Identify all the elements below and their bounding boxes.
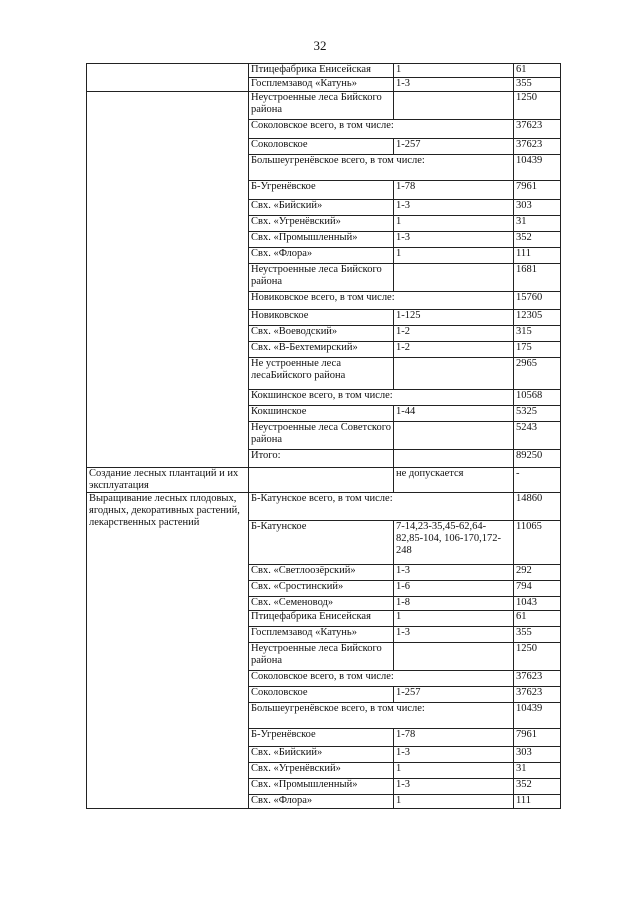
- area-cell: 61: [514, 611, 561, 627]
- area-cell: 2965: [514, 358, 561, 390]
- quarter-numbers-cell: 1-257: [394, 687, 514, 703]
- forestry-name-cell: Птицефабрика Енисейская: [249, 611, 394, 627]
- forestry-name-cell: Свх. «Семеновод»: [249, 597, 394, 611]
- quarter-numbers-cell: 1: [394, 763, 514, 779]
- area-cell: 61: [514, 64, 561, 78]
- forestry-name-cell: Свх. «Светлоозёрский»: [249, 565, 394, 581]
- area-cell: 355: [514, 78, 561, 92]
- area-cell: 37623: [514, 120, 561, 139]
- forestry-name-cell: Птицефабрика Енисейская: [249, 64, 394, 78]
- table-row: [87, 468, 561, 493]
- quarter-numbers-cell: 1-3: [394, 565, 514, 581]
- quarter-numbers-cell: [394, 264, 514, 292]
- area-cell: 5243: [514, 422, 561, 450]
- forestry-name-cell: Госплемзавод «Катунь»: [249, 78, 394, 92]
- forestry-name-cell: Б-Катунское: [249, 521, 394, 565]
- activity-cell: [87, 92, 249, 468]
- area-cell: 11065: [514, 521, 561, 565]
- forestry-name-cell: Свх. «Воеводский»: [249, 326, 394, 342]
- area-cell: 10439: [514, 155, 561, 181]
- quarter-numbers-cell: 1-3: [394, 779, 514, 795]
- forest-usage-table: [86, 63, 561, 809]
- area-cell: 794: [514, 581, 561, 597]
- quarter-numbers-cell: 1-44: [394, 406, 514, 422]
- forestry-name-cell: Соколовское: [249, 687, 394, 703]
- area-cell: 12305: [514, 310, 561, 326]
- quarter-numbers-cell: 1: [394, 248, 514, 264]
- area-cell: 315: [514, 326, 561, 342]
- area-cell: 303: [514, 747, 561, 763]
- forestry-name-cell: Свх. «Флора»: [249, 248, 394, 264]
- area-cell: 1250: [514, 643, 561, 671]
- activity-cell: Создание лесных плантаций и их эксплуатация: [87, 468, 249, 493]
- activity-cell: Выращивание лесных плодовых, ягодных, декоративных растений, лекарственных растений: [87, 493, 249, 809]
- forestry-name-cell: Итого:: [249, 450, 394, 468]
- quarter-numbers-cell: 1-3: [394, 200, 514, 216]
- quarter-numbers-cell: 1-3: [394, 747, 514, 763]
- quarter-numbers-cell: 1: [394, 64, 514, 78]
- area-cell: 111: [514, 248, 561, 264]
- forestry-name-cell: Свх. «Флора»: [249, 795, 394, 809]
- forestry-name-cell: Кокшинское: [249, 406, 394, 422]
- area-cell: 355: [514, 627, 561, 643]
- subtotal-name-cell: Большеугренёвское всего, в том числе:: [249, 703, 514, 729]
- area-cell: 1250: [514, 92, 561, 120]
- forestry-name-cell: Новиковское: [249, 310, 394, 326]
- table-row: [87, 92, 561, 120]
- area-cell: 10568: [514, 390, 561, 406]
- area-cell: 303: [514, 200, 561, 216]
- quarter-numbers-cell: [394, 422, 514, 450]
- subtotal-name-cell: Большеугренёвское всего, в том числе:: [249, 155, 514, 181]
- quarter-numbers-cell: 1-3: [394, 627, 514, 643]
- forestry-name-cell: Свх. «Бийский»: [249, 200, 394, 216]
- area-cell: 5325: [514, 406, 561, 422]
- table-row: [87, 493, 561, 521]
- table-body: [87, 64, 561, 809]
- area-cell: 37623: [514, 671, 561, 687]
- quarter-numbers-cell: [394, 450, 514, 468]
- quarter-numbers-cell: 1-2: [394, 326, 514, 342]
- forestry-name-cell: Свх. «В-Бехтемирский»: [249, 342, 394, 358]
- quarter-numbers-cell: 1-3: [394, 78, 514, 92]
- forestry-name-cell: Свх. «Угренёвский»: [249, 763, 394, 779]
- forestry-name-cell: Неустроенные леса Советского района: [249, 422, 394, 450]
- table-row: [87, 64, 561, 78]
- area-cell: 352: [514, 232, 561, 248]
- quarter-numbers-cell: 1-3: [394, 232, 514, 248]
- quarter-numbers-cell: [394, 643, 514, 671]
- area-cell: 7961: [514, 729, 561, 747]
- area-cell: 1043: [514, 597, 561, 611]
- subtotal-name-cell: Новиковское всего, в том числе:: [249, 292, 514, 310]
- area-cell: 31: [514, 216, 561, 232]
- forestry-name-cell: Госплемзавод «Катунь»: [249, 627, 394, 643]
- area-cell: 1681: [514, 264, 561, 292]
- forestry-name-cell: Свх. «Промышленный»: [249, 232, 394, 248]
- forestry-name-cell: Свх. «Угренёвский»: [249, 216, 394, 232]
- area-cell: 14860: [514, 493, 561, 521]
- quarter-numbers-cell: 1: [394, 216, 514, 232]
- area-cell: 31: [514, 763, 561, 779]
- forestry-name-cell: Неустроенные леса Бийского района: [249, 643, 394, 671]
- subtotal-name-cell: Соколовское всего, в том числе:: [249, 671, 514, 687]
- area-cell: 37623: [514, 139, 561, 155]
- area-cell: 111: [514, 795, 561, 809]
- forestry-name-cell: Неустроенные леса Бийского района: [249, 264, 394, 292]
- quarter-numbers-cell: 1-2: [394, 342, 514, 358]
- quarter-numbers-cell: 7-14,23-35,45-62,64-82,85-104, 106-170,172-248: [394, 521, 514, 565]
- area-cell: -: [514, 468, 561, 493]
- area-cell: 175: [514, 342, 561, 358]
- forestry-name-cell: [249, 468, 394, 493]
- quarter-numbers-cell: 1-6: [394, 581, 514, 597]
- area-cell: 352: [514, 779, 561, 795]
- forestry-name-cell: Б-Угренёвское: [249, 729, 394, 747]
- area-cell: 7961: [514, 181, 561, 200]
- area-cell: 15760: [514, 292, 561, 310]
- area-cell: 89250: [514, 450, 561, 468]
- quarter-numbers-cell: [394, 92, 514, 120]
- quarter-numbers-cell: 1: [394, 795, 514, 809]
- forestry-name-cell: Не устроенные леса лесаБийского района: [249, 358, 394, 390]
- subtotal-name-cell: Кокшинское всего, в том числе:: [249, 390, 514, 406]
- subtotal-name-cell: Б-Катунское всего, в том числе:: [249, 493, 514, 521]
- quarter-numbers-cell: 1-78: [394, 729, 514, 747]
- quarter-numbers-cell: 1-78: [394, 181, 514, 200]
- quarter-numbers-cell: 1-125: [394, 310, 514, 326]
- quarter-numbers-cell: 1-257: [394, 139, 514, 155]
- forestry-name-cell: Неустроенные леса Бийского района: [249, 92, 394, 120]
- quarter-numbers-cell: 1: [394, 611, 514, 627]
- area-cell: 10439: [514, 703, 561, 729]
- area-cell: 292: [514, 565, 561, 581]
- area-cell: 37623: [514, 687, 561, 703]
- page-number: 32: [313, 38, 327, 53]
- quarter-numbers-cell: [394, 358, 514, 390]
- forestry-name-cell: Свх. «Бийский»: [249, 747, 394, 763]
- subtotal-name-cell: Соколовское всего, в том числе:: [249, 120, 514, 139]
- activity-cell: [87, 64, 249, 92]
- quarter-numbers-cell: 1-8: [394, 597, 514, 611]
- quarter-numbers-cell: не допускается: [394, 468, 514, 493]
- forestry-name-cell: Свх. «Сростинский»: [249, 581, 394, 597]
- forestry-name-cell: Б-Угренёвское: [249, 181, 394, 200]
- forestry-name-cell: Соколовское: [249, 139, 394, 155]
- forestry-name-cell: Свх. «Промышленный»: [249, 779, 394, 795]
